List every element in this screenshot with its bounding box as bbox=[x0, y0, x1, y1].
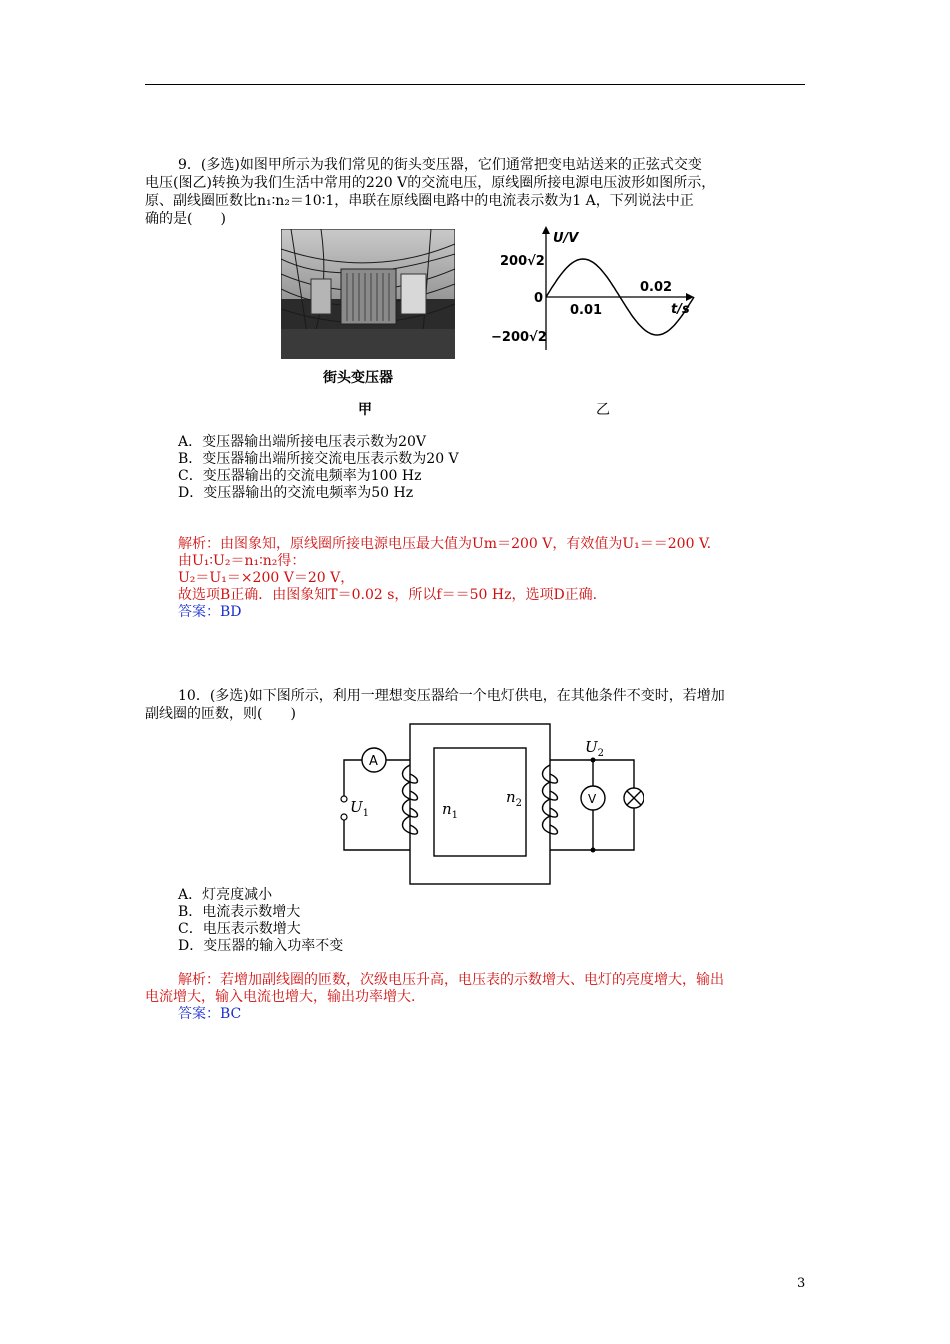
transformer-circuit-diagram bbox=[338, 720, 644, 888]
q9-analysis-1: 解析：由图象知，原线圈所接电源电压最大值为Um＝200 V，有效值为U₁＝＝200 V. bbox=[178, 536, 712, 552]
y-axis-label: U/V bbox=[553, 231, 579, 246]
q10-line-1: 10．(多选)如下图所示，利用一理想变压器给一个电灯供电，在其他条件不变时，若增加 bbox=[178, 688, 725, 704]
y-trough-label: −200√2 bbox=[491, 330, 547, 345]
q9-line-2: 电压(图乙)转换为我们生活中常用的220 V的交流电压，原线圈所接电源电压波形如图所示， bbox=[145, 175, 716, 191]
voltmeter-label: V bbox=[588, 792, 597, 806]
q9-analysis-3: U₂＝U₁＝×200 V＝20 V， bbox=[178, 570, 355, 586]
voltage-waveform-chart bbox=[488, 222, 698, 352]
q10-answer: 答案：BC bbox=[178, 1006, 242, 1022]
q9-option-a: A．变压器输出端所接电压表示数为20V bbox=[178, 434, 427, 450]
q10-option-d: D．变压器的输入功率不变 bbox=[178, 938, 344, 954]
page-number: 3 bbox=[797, 1276, 806, 1291]
label-yi: 乙 bbox=[596, 402, 610, 418]
u1-label: $U_1$ bbox=[350, 798, 370, 819]
q9-line-3: 原、副线圈匝数比n₁∶n₂＝10∶1，串联在原线圈电路中的电流表示数为1 A，下列说法中正 bbox=[145, 193, 694, 209]
q10-option-c: C．电压表示数增大 bbox=[178, 921, 301, 937]
origin-label: 0 bbox=[534, 291, 544, 306]
q10-option-b: B．电流表示数增大 bbox=[178, 904, 301, 920]
q10-analysis-1: 解析：若增加副线圈的匝数，次级电压升高，电压表的示数增大、电灯的亮度增大，输出 bbox=[178, 972, 724, 988]
y-peak-label: 200√2 bbox=[500, 254, 545, 269]
q9-option-d: D．变压器输出的交流电频率为50 Hz bbox=[178, 485, 414, 501]
photo-caption: 街头变压器 bbox=[323, 370, 393, 386]
q10-line-2: 副线圈的匝数，则( ) bbox=[145, 706, 296, 722]
label-jia: 甲 bbox=[358, 402, 372, 418]
q9-answer: 答案：BD bbox=[178, 604, 242, 620]
junction-bottom bbox=[591, 848, 596, 853]
terminal-top bbox=[341, 796, 347, 802]
x-tick-0.01: 0.01 bbox=[570, 303, 603, 318]
y-axis-arrow bbox=[542, 226, 550, 234]
q9-option-c: C．变压器输出的交流电频率为100 Hz bbox=[178, 468, 422, 484]
q9-line-1: 9．(多选)如图甲所示为我们常见的街头变压器，它们通常把变电站送来的正弦式交变 bbox=[178, 157, 702, 173]
junction-top bbox=[591, 758, 596, 763]
q9-option-b: B．变压器输出端所接交流电压表示数为20 V bbox=[178, 451, 459, 467]
x-axis-label: t/s bbox=[671, 302, 690, 317]
transformer-photo bbox=[281, 229, 455, 359]
q10-option-a: A．灯亮度减小 bbox=[178, 887, 273, 903]
header-rule bbox=[145, 84, 805, 85]
n2-label: $n_2$ bbox=[506, 788, 523, 809]
q9-analysis-2: 由U₁∶U₂＝n₁∶n₂得： bbox=[178, 553, 306, 569]
q9-line-4: 确的是( ) bbox=[145, 211, 226, 227]
ammeter-label: A bbox=[369, 754, 378, 769]
q10-analysis-2: 电流增大，输入电流也增大，输出功率增大. bbox=[145, 989, 416, 1005]
u2-label: $U_2$ bbox=[585, 738, 605, 759]
terminal-bottom bbox=[341, 814, 347, 820]
n1-label: $n_1$ bbox=[442, 800, 459, 821]
x-tick-0.02: 0.02 bbox=[640, 280, 673, 295]
q9-analysis-4: 故选项B正确．由图象知T＝0.02 s，所以f＝＝50 Hz，选项D正确. bbox=[178, 587, 598, 603]
